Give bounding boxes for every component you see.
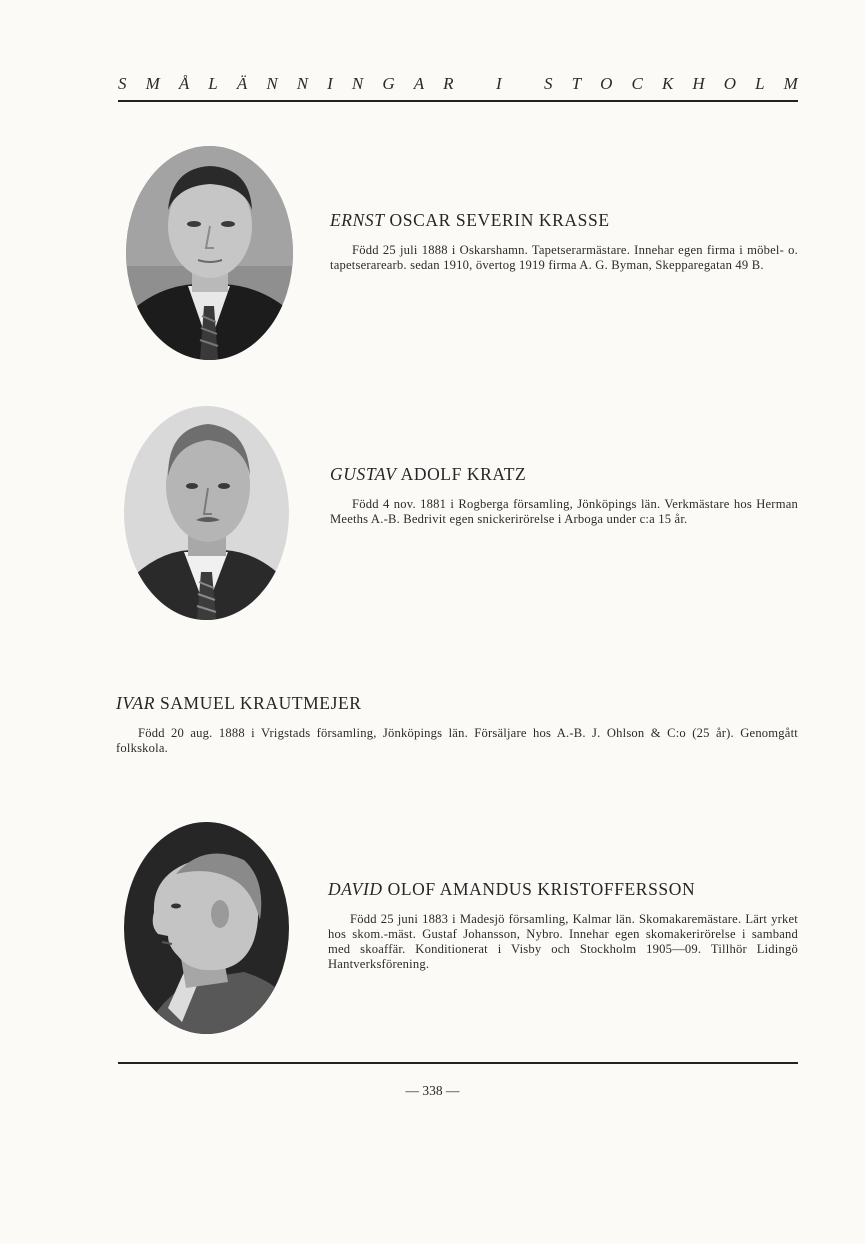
entry-rest-name: ADOLF KRATZ [400, 464, 527, 484]
entry-name [330, 210, 798, 231]
entry-bio: Född 25 juli 1888 i Oskarshamn. Tapetserarmästare. Innehar egen firma i möbel- o. tapetserarearb. sedan 1910, övertog 1919 firma A. G. Byman, Skepparegatan 49 B. [330, 243, 798, 272]
running-head-letter: M [783, 74, 798, 93]
running-head-letter: C [631, 74, 643, 93]
entry-bio: Född 20 aug. 1888 i Vrigstads församling, Jönköpings län. Försäljare hos A.-B. J. Ohlson & C:o (25 år). Genomgått folkskola. [116, 726, 798, 755]
running-head-letter: I [495, 74, 502, 93]
running-head-letter: N [266, 74, 278, 93]
portrait-krasse [126, 146, 293, 360]
running-head-letter: I [327, 74, 333, 93]
entry-rest-name: SAMUEL KRAUTMEJER [159, 693, 362, 713]
header-rule [118, 100, 798, 102]
running-head-letter: T [571, 74, 582, 93]
entry-first-name: ERNST [330, 210, 385, 230]
running-head-letter: R [443, 74, 454, 93]
portrait-kratz [124, 406, 289, 620]
entry-krasse [330, 210, 798, 273]
entry-name [330, 464, 798, 485]
running-head-letter: Å [178, 74, 190, 93]
entry-rest-name: OLOF AMANDUS KRISTOFFERSSON [387, 879, 696, 899]
running-head-letter [521, 74, 525, 94]
running-head-letter: Ä [236, 74, 248, 93]
running-head-letter: S [118, 74, 127, 93]
running-head-letter: M [145, 74, 160, 93]
portrait-kristoffersson [124, 822, 289, 1034]
running-head-letter: N [351, 74, 364, 93]
running-head-letter: G [382, 74, 395, 93]
running-head-letter: K [661, 74, 674, 93]
entry-first-name: IVAR [116, 693, 155, 713]
running-head [118, 74, 798, 94]
entry-first-name: GUSTAV [330, 464, 397, 484]
running-head-letter: S [544, 74, 553, 93]
entry-bio: Född 25 juni 1883 i Madesjö församling, Kalmar län. Skomakaremästare. Lärt yrket hos skom.-mäst. Gustaf Johansson, Nybro. Innehar egen skomakerirörelse i samband med skoaffär. Konditionerat i Visby och Stockholm 1905—09. Tillhör Lidingö Hantverksförening. [328, 912, 798, 971]
page-number: — 338 — [405, 1083, 460, 1098]
entry-name [116, 693, 798, 714]
running-head-letter: A [413, 74, 425, 93]
entry-rest-name: OSCAR SEVERIN KRASSE [389, 210, 610, 230]
entry-name [328, 879, 798, 900]
entry-kristoffersson [328, 879, 798, 972]
entry-first-name: DAVID [328, 879, 383, 899]
entry-bio: Född 4 nov. 1881 i Rogberga församling, Jönköpings län. Verkmästare hos Herman Meeths A.-B. Bedrivit egen snickerirörelse i Arboga under c:a 15 år. [330, 497, 798, 526]
running-head-letter: H [692, 74, 705, 93]
running-head-letter: L [208, 74, 218, 93]
entry-kratz [330, 464, 798, 527]
footer-rule [118, 1062, 798, 1064]
running-head-letter: O [600, 74, 613, 93]
running-head-letter [473, 74, 477, 94]
entry-krautmejer [116, 693, 798, 756]
running-head-letter: O [723, 74, 736, 93]
running-head-letter: L [755, 74, 765, 93]
running-head-letter: N [296, 74, 309, 93]
